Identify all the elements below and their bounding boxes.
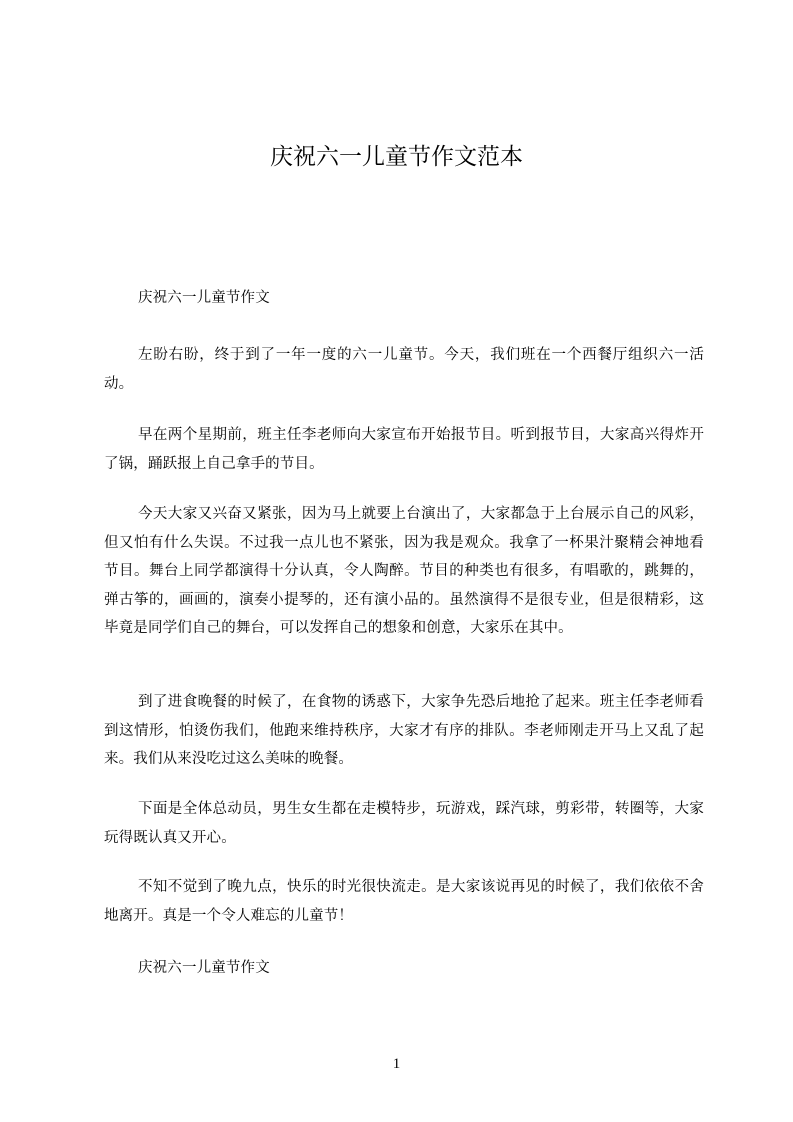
paragraph-4: 到了进食晚餐的时候了，在食物的诱惑下，大家争先恐后地抢了起来。班主任李老师看到这情形，怕烫伤我们，他跑来维持秩序，大家才有序的排队。李老师刚走开马上又乱了起来。我们从来没吃过这么美味的晚餐。 bbox=[104, 694, 704, 767]
essay-heading: 庆祝六一儿童节作文 bbox=[138, 290, 270, 306]
paragraph-1: 左盼右盼，终于到了一年一度的六一儿童节。今天，我们班在一个西餐厅组织六一活动。 bbox=[104, 347, 704, 392]
closing-line: 庆祝六一儿童节作文 bbox=[138, 960, 270, 976]
page-number: 1 bbox=[392, 1056, 401, 1072]
paragraph-6: 不知不觉到了晚九点，快乐的时光很快流走。是大家该说再见的时候了，我们依依不舍地离开。真是一个令人难忘的儿童节！ bbox=[104, 879, 704, 924]
document-title: 庆祝六一儿童节作文范本 bbox=[270, 144, 523, 170]
paragraph-2: 早在两个星期前，班主任李老师向大家宣布开始报节目。听到报节目，大家高兴得炸开了锅，踊跃报上自己拿手的节目。 bbox=[104, 427, 704, 472]
paragraph-3: 今天大家又兴奋又紧张，因为马上就要上台演出了，大家都急于上台展示自己的风彩，但又怕有什么失误。不过我一点儿也不紧张，因为我是观众。我拿了一杯果汁聚精会神地看节目。舞台上同学都演得十分认真，令人陶醉。节目的种类也有很多，有唱歌的，跳舞的，弹古筝的，画画的，演奏小提琴的，还有演小品的。虽然演得不是很专业，但是很精彩，这毕竟是同学们自己的舞台，可以发挥自己的想象和创意，大家乐在其中。 bbox=[104, 506, 704, 636]
paragraph-5: 下面是全体总动员，男生女生都在走模特步，玩游戏，踩汽球，剪彩带，转圈等，大家玩得既认真又开心。 bbox=[104, 801, 704, 846]
